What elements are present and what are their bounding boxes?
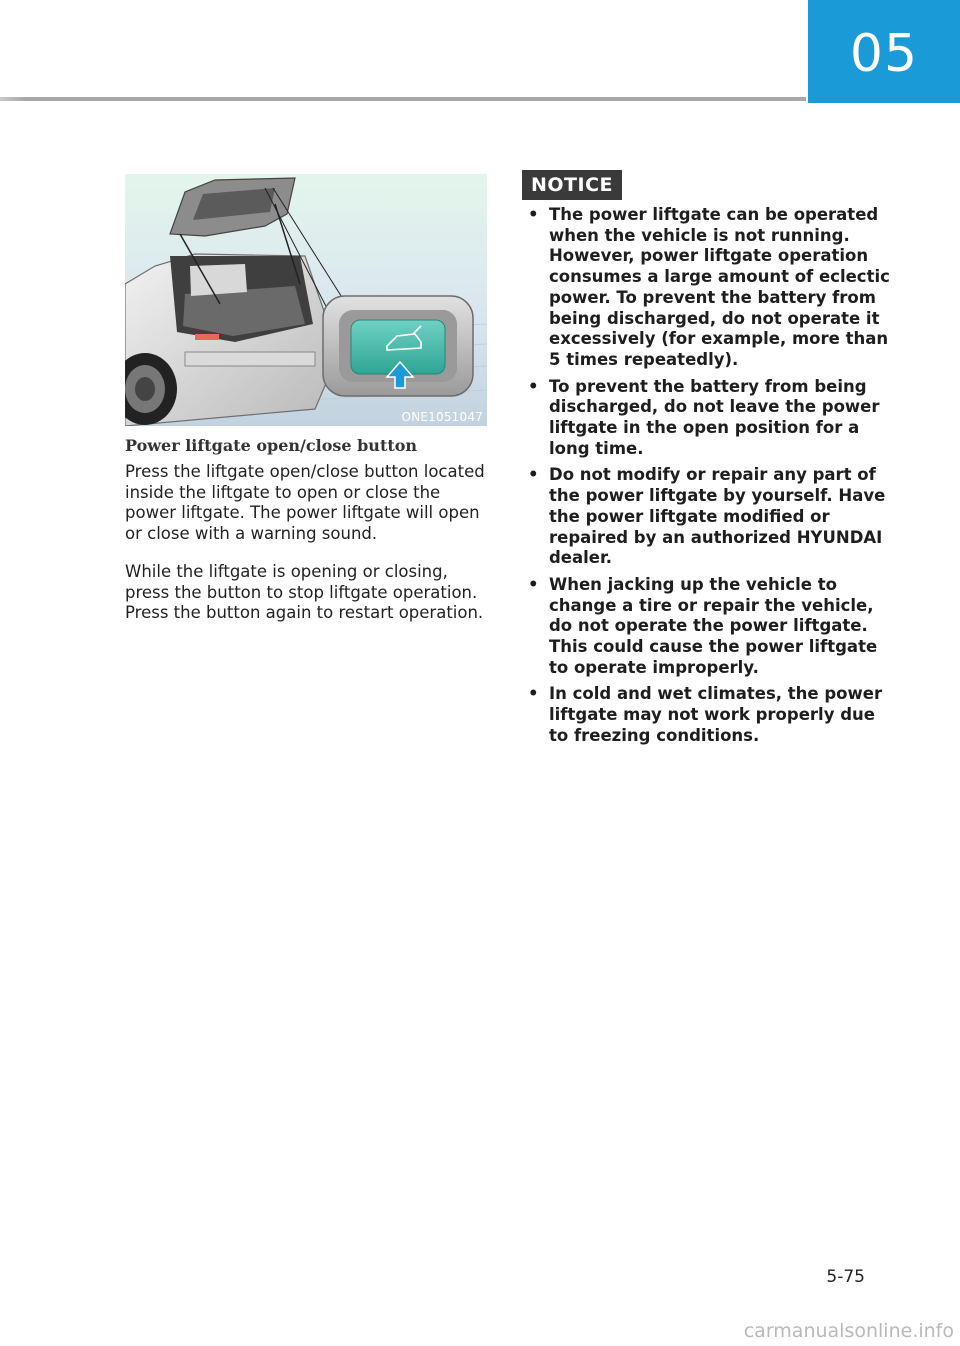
chapter-tab: 05 <box>808 0 960 103</box>
bullet-icon: • <box>528 205 539 224</box>
notice-item-text: To prevent the battery from being discharged, do not leave the power liftgate in the open position for a long time. <box>549 376 880 458</box>
notice-item <box>522 465 892 569</box>
figure-code: ONE1051047 <box>401 410 483 424</box>
notice-item <box>522 205 892 371</box>
page-number: 5-75 <box>826 1267 865 1287</box>
watermark: carmanualsonline.info <box>743 1320 954 1342</box>
header-rule <box>0 97 806 101</box>
body-paragraph-1: Press the liftgate open/close button located inside the liftgate to open or close the power liftgate. The power liftgate will open or close with a warning sound. <box>125 462 485 543</box>
bullet-icon: • <box>528 684 539 704</box>
notice-item-text: In cold and wet climates, the power liftgate may not work properly due to freezing conditions. <box>549 684 883 745</box>
bullet-icon: • <box>528 574 539 594</box>
notice-item-text: Do not modify or repair any part of the power liftgate by yourself. Have the power liftgate modified or repaired by an authorized HYUNDAI dealer. <box>549 465 886 568</box>
liftgate-figure <box>125 174 487 426</box>
liftgate-illustration <box>125 174 487 426</box>
notice-badge: NOTICE <box>522 170 622 200</box>
notice-item <box>522 377 892 460</box>
notice-item <box>522 575 892 679</box>
notice-list <box>522 205 892 753</box>
body-paragraph-2: While the liftgate is opening or closing, press the button to stop liftgate operation. Press the button again to restart operation. <box>125 562 484 622</box>
figure-caption: Power liftgate open/close button <box>125 436 418 455</box>
notice-item-text: When jacking up the vehicle to change a tire or repair the vehicle, do not operate the power liftgate. This could cause the power liftgate to operate improperly. <box>549 574 878 677</box>
bullet-icon: • <box>528 376 539 396</box>
notice-item <box>522 684 892 746</box>
notice-item-text: The power liftgate can be operated when the vehicle is not running. However, power liftgate operation consumes a large amount of eclectic power. To prevent the battery from being discharged, do not operate it excessively (for example, more than 5 times repeatedly). <box>549 205 890 369</box>
bullet-icon: • <box>528 465 539 485</box>
